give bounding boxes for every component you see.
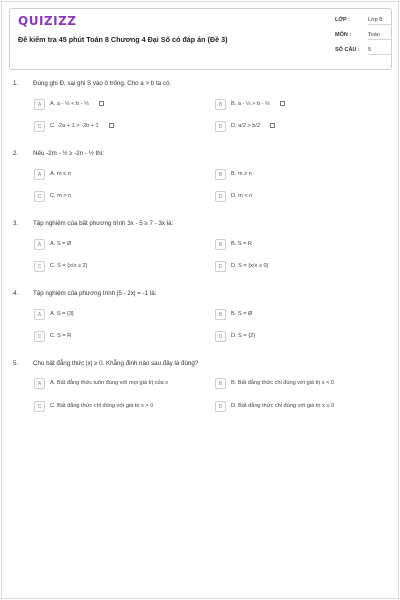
question-text: Cho bất đẳng thức |x| ≥ 0. Khẳng định nào sau đây là đúng? [33, 360, 199, 367]
answer-text: C. m > n [50, 193, 72, 199]
answer-letter: D [215, 121, 226, 132]
answer-text: D. Bất đẳng thức chỉ đúng với giá trị x ≥ 0 [231, 403, 335, 409]
answer-letter: A [34, 99, 45, 110]
header [9, 8, 392, 70]
page-title: Đề kiểm tra 45 phút Toán 8 Chương 4 Đại Số có đáp án (Đề 3) [18, 35, 228, 44]
answer-text: D. S = {2} [231, 333, 256, 339]
question-number: 2. [13, 150, 19, 157]
answer-letter: B [215, 99, 226, 110]
answer-text: A. a - ⅓ < b - ⅓ [50, 101, 89, 107]
question-number: 3. [13, 220, 19, 227]
answer-letter: C [34, 401, 45, 412]
checkbox-icon[interactable] [109, 123, 114, 128]
subject-value: Toán [368, 32, 392, 40]
quizizz-logo: QUIZIZZ [18, 14, 77, 28]
answer-letter: A [34, 309, 45, 320]
answer-text: B. Bất đẳng thức chỉ đúng với giá trị x < 0 [231, 380, 335, 386]
answer-letter: C [34, 261, 45, 272]
answer-text: B. S = R [231, 241, 252, 247]
page [1, 1, 399, 599]
question-text: Tập nghiệm của phương trình |5 - 2x| = -1 là: [33, 290, 157, 297]
answer-letter: B [215, 309, 226, 320]
answer-letter: A [34, 169, 45, 180]
question-number: 4. [13, 290, 19, 297]
answer-letter: D [215, 401, 226, 412]
answer-text: B. a - ⅓ > b - ⅓ [231, 101, 270, 107]
question-count-label: SỐ CÂU : [335, 47, 360, 53]
answer-text: A. m ≤ n [50, 171, 71, 177]
answer-text: A. S = {3} [50, 311, 74, 317]
answer-letter: D [215, 191, 226, 202]
class-label: LỚP : [335, 17, 350, 23]
answer-text: A. S = Ø [50, 241, 72, 247]
question-number: 5. [13, 360, 19, 367]
answer-letter: B [215, 378, 226, 389]
class-value: Lớp 8 [368, 17, 392, 25]
answer-letter: A [34, 378, 45, 389]
answer-text: B. S = Ø [231, 311, 253, 317]
answer-letter: C [34, 331, 45, 342]
answer-text: C. -2a + 1 > -2b + 1 [50, 123, 99, 129]
question-count-value: 5 [368, 47, 392, 55]
subject-label: MÔN : [335, 32, 352, 38]
answer-text: C. S = R [50, 333, 72, 339]
checkbox-icon[interactable] [270, 123, 275, 128]
question-number: 1. [13, 80, 19, 87]
question-text: Đúng ghi Đ, sai ghi S vào ô trống. Cho a > b ta có: [33, 80, 172, 87]
answer-letter: C [34, 121, 45, 132]
answer-text: B. m ≥ n [231, 171, 252, 177]
question-text: Nếu -2m - ½ ≥ -2n - ½ thì: [33, 150, 105, 157]
answer-letter: A [34, 239, 45, 250]
answer-text: A. Bất đẳng thức luôn đúng với mọi giá trị của x [50, 380, 169, 386]
answer-letter: B [215, 239, 226, 250]
question-text: Tập nghiệm của bất phương trình 3x - 5 ≥ 7 - 3x là: [33, 220, 174, 227]
answer-text: D. S = {x/x ≥ 0} [231, 263, 269, 269]
answer-text: D. a/2 > b/2 [231, 123, 261, 129]
checkbox-icon[interactable] [280, 101, 285, 106]
answer-letter: C [34, 191, 45, 202]
answer-letter: D [215, 261, 226, 272]
answer-letter: B [215, 169, 226, 180]
answer-text: D. m < n [231, 193, 253, 199]
answer-text: C. S = {x/x ≥ 2} [50, 263, 88, 269]
answer-text: C. Bất đẳng thức chỉ đúng với giá trị x > 0 [50, 403, 154, 409]
answer-letter: D [215, 331, 226, 342]
checkbox-icon[interactable] [99, 101, 104, 106]
